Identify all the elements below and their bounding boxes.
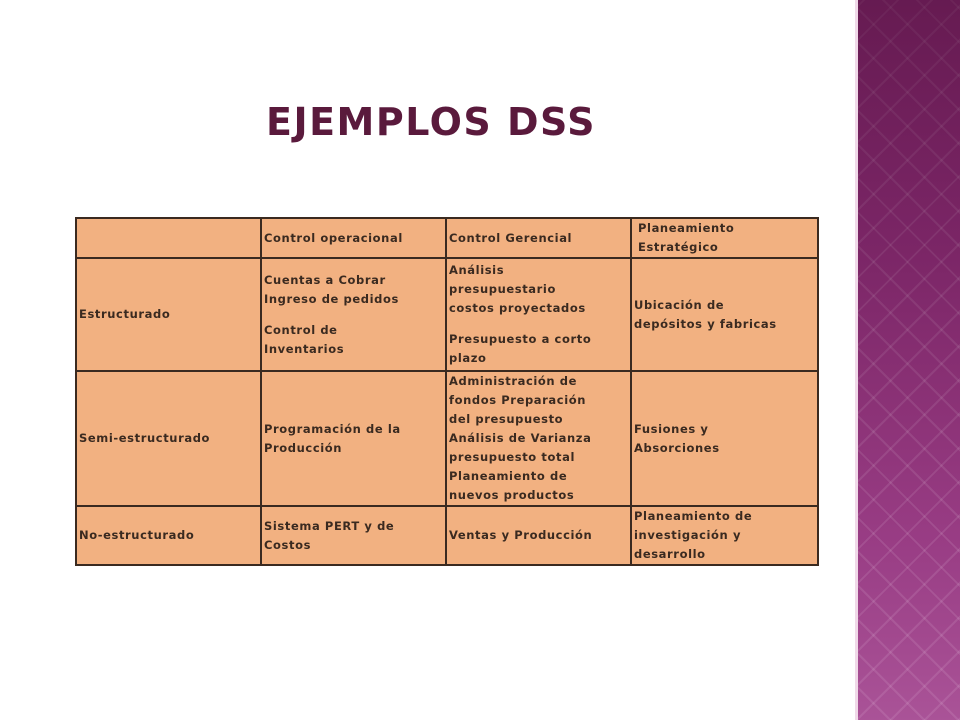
cell-no-estructurado-operacional: [261, 506, 446, 565]
cell-line: Análisis: [449, 263, 505, 277]
dss-examples-table: [75, 217, 819, 566]
cell-no-estructurado-gerencial: [446, 506, 631, 565]
cell-line: Sistema PERT y de: [264, 518, 395, 533]
cell-line: presupuestario: [449, 282, 556, 296]
side-band-edge: [855, 0, 858, 720]
cell-line: Análisis de Varianza: [449, 431, 592, 445]
header-estrategico-word: Estratégico: [638, 240, 719, 254]
cell-semi-estrategico: [631, 371, 818, 506]
cell-line: costos proyectados: [449, 301, 586, 315]
cell-line: Planeamiento de: [634, 509, 753, 523]
slide-title: EJEMPLOS DSS: [266, 100, 597, 144]
cell-line: depósitos y fabricas: [634, 316, 777, 331]
cell-line: Ventas y Producción: [449, 528, 593, 542]
cell-line: Producción: [264, 440, 343, 455]
cell-estructurado-estrategico: [631, 258, 818, 371]
decorative-side-band: [855, 0, 960, 720]
cell-line: Ubicación de: [634, 297, 725, 312]
cell-line: Programación de la: [264, 421, 401, 436]
row-label-no-estructurado: No-estructurado: [76, 506, 261, 565]
cell-line: Fusiones y: [634, 421, 709, 436]
cell-line: fondos Preparación: [449, 393, 587, 407]
cell-line: presupuesto total: [449, 450, 575, 464]
header-planeamiento-word: Planeamiento: [638, 221, 735, 235]
header-control-operacional: Control operacional: [261, 218, 446, 258]
cell-line: nuevos productos: [449, 488, 575, 502]
cell-line: Ingreso de pedidos: [264, 291, 399, 306]
cell-line: investigación y: [634, 528, 742, 542]
row-label-estructurado: Estructurado: [76, 258, 261, 371]
table-row: [76, 371, 818, 506]
header-planeamiento-estrategico: [631, 218, 818, 258]
cell-semi-gerencial: [446, 371, 631, 506]
cell-semi-operacional: [261, 371, 446, 506]
cell-line: Inventarios: [264, 341, 345, 356]
table-header-row: [76, 218, 818, 258]
cell-no-estructurado-estrategico: [631, 506, 818, 565]
cell-line: Planeamiento de: [449, 469, 568, 483]
cell-line: Administración de: [449, 374, 578, 388]
cell-line: plazo: [449, 351, 487, 365]
table-row: [76, 506, 818, 565]
cell-estructurado-operacional: [261, 258, 446, 371]
cell-estructurado-gerencial: [446, 258, 631, 371]
cell-line: Cuentas a Cobrar: [264, 272, 386, 287]
cell-line: Absorciones: [634, 440, 720, 455]
header-corner-cell: [76, 218, 261, 258]
cell-line: Costos: [264, 537, 312, 552]
cell-line: desarrollo: [634, 547, 706, 561]
cell-line: Presupuesto a corto: [449, 332, 592, 346]
row-label-semi-estructurado: Semi-estructurado: [76, 371, 261, 506]
cell-line: del presupuesto: [449, 412, 564, 426]
cell-line: Control de: [264, 322, 338, 337]
header-control-gerencial: Control Gerencial: [446, 218, 631, 258]
table-row: [76, 258, 818, 371]
